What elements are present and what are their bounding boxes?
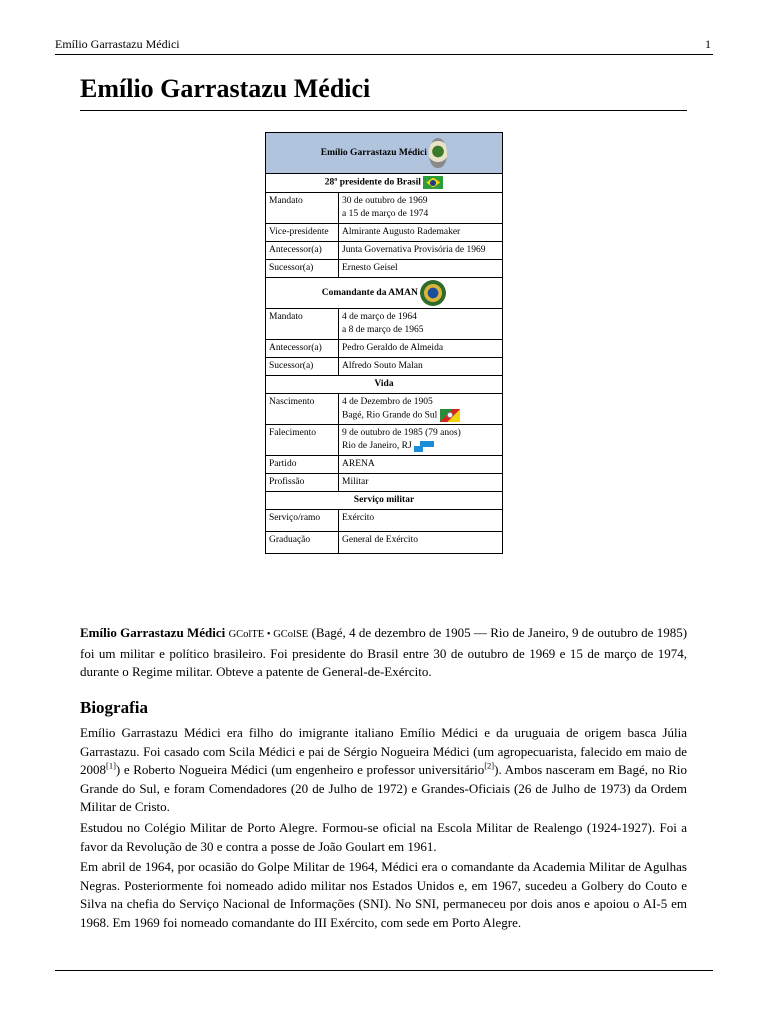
section-heading-biografia: Biografia bbox=[80, 698, 148, 717]
row-value[interactable]: ARENA bbox=[339, 456, 503, 474]
infobox-name-header bbox=[266, 133, 503, 174]
citation-1[interactable]: [1] bbox=[106, 760, 116, 771]
bio1-text-c: ). Ambos nasceram em Bagé, no Rio Grande do Sul, e foram Comendadores (20 de Julho de 1972) e Grandes-Oficiais (26 de Julho de 1973) da Ordem Militar de Cristo. bbox=[80, 762, 687, 814]
row-label: Antecessor(a) bbox=[266, 339, 339, 357]
row-value bbox=[339, 393, 503, 425]
row-value[interactable]: Almirante Augusto Rademaker bbox=[339, 223, 503, 241]
row-value bbox=[339, 308, 503, 339]
aman-crest-icon bbox=[420, 280, 446, 306]
row-value[interactable]: Alfredo Souto Malan bbox=[339, 357, 503, 375]
page-number: 1 bbox=[705, 37, 711, 51]
row-value[interactable]: Junta Governativa Provisória de 1969 bbox=[339, 241, 503, 259]
row-label: Partido bbox=[266, 456, 339, 474]
page-header bbox=[55, 36, 713, 56]
row-label: Sucessor(a) bbox=[266, 357, 339, 375]
life-header: Vida bbox=[266, 375, 503, 393]
row-label: Serviço/ramo bbox=[266, 510, 339, 532]
bio1-text-b: ) e Roberto Nogueira Médici (um engenheiro e professor universitário bbox=[115, 762, 485, 777]
bio-paragraph-2: Estudou no Colégio Militar de Porto Alegre. Formou-se oficial na Escola Militar de Realengo (1924-1927). Foi a favor da Revolução de 30 e contra a posse de João Goulart em 1961. bbox=[80, 820, 687, 854]
brazil-flag-icon bbox=[423, 176, 443, 189]
row-value bbox=[339, 192, 503, 223]
row-label: Mandato bbox=[266, 308, 339, 339]
row-label: Vice-presidente bbox=[266, 223, 339, 241]
office2-header bbox=[266, 277, 503, 308]
row-value[interactable]: Militar bbox=[339, 474, 503, 492]
term-end[interactable]: a 15 de março de 1974 bbox=[342, 208, 429, 219]
office1-title[interactable]: 28º presidente do Brasil bbox=[324, 177, 421, 188]
row-label: Sucessor(a) bbox=[266, 259, 339, 277]
bio1-text-a: Emílio Garrastazu Médici era filho do imigrante italiano Emílio Médici e da uruguaia de origem basca Júlia Garrastazu. Foi casado com Scila Médici e pai de Sérgio Nogueira Médici (um agropecuarista, falecido em maio de 2008 bbox=[80, 725, 687, 777]
birth-place[interactable]: Bagé, Rio Grande do Sul bbox=[342, 410, 438, 421]
row-value[interactable]: General de Exército bbox=[339, 532, 503, 554]
term-end[interactable]: a 8 de março de 1965 bbox=[342, 324, 424, 335]
office1-header bbox=[266, 174, 503, 193]
term-start[interactable]: 4 de março de 1964 bbox=[342, 311, 417, 322]
citation-2[interactable]: [2] bbox=[484, 760, 495, 771]
page-title: Emílio Garrastazu Médici bbox=[80, 74, 371, 103]
title-divider bbox=[80, 110, 687, 111]
header-divider bbox=[55, 54, 713, 55]
intro-paragraph bbox=[80, 624, 687, 682]
death-date[interactable]: 9 de outubro de 1985 (79 anos) bbox=[342, 428, 461, 439]
row-label: Falecimento bbox=[266, 425, 339, 456]
term-start[interactable]: 30 de outubro de 1969 bbox=[342, 195, 428, 206]
row-label: Nascimento bbox=[266, 393, 339, 425]
office2-title[interactable]: Comandante da AMAN bbox=[321, 287, 418, 298]
rio-grande-do-sul-flag-icon bbox=[440, 409, 460, 422]
row-value bbox=[339, 425, 503, 456]
infobox-name: Emílio Garrastazu Médici bbox=[320, 148, 427, 159]
rio-de-janeiro-flag-icon bbox=[414, 441, 434, 452]
row-label: Mandato bbox=[266, 192, 339, 223]
row-value[interactable]: Pedro Geraldo de Almeida bbox=[339, 339, 503, 357]
intro-name: Emílio Garrastazu Médici bbox=[80, 625, 226, 640]
army-emblem-icon bbox=[429, 138, 447, 168]
intro-honors[interactable]: GColTE • GColSE bbox=[228, 629, 309, 640]
birth-date[interactable]: 4 de Dezembro de 1905 bbox=[342, 396, 433, 407]
header-title: Emílio Garrastazu Médici bbox=[55, 37, 180, 51]
bio-paragraph-3: Em abril de 1964, por ocasião do Golpe Militar de 1964, Médici era o comandante da Academia Militar de Agulhas Negras. Posteriormente foi nomeado adido militar nos Estados Unidos e, em 1967, sucedeu a Golbery do Couto e Silva na chefia do Serviço Nacional de Informações (SNI). No SNI, permaneceu por dois anos e apoiou o AI-5 em 1968. Em 1969 foi nomeado comandante do III Exército, com sede em Porto Alegre. bbox=[80, 859, 687, 930]
infobox bbox=[265, 132, 503, 554]
row-label: Antecessor(a) bbox=[266, 241, 339, 259]
footer-divider bbox=[55, 970, 713, 971]
row-value[interactable]: Ernesto Geisel bbox=[339, 259, 503, 277]
intro-text: (Bagé, 4 de dezembro de 1905 — Rio de Janeiro, 9 de outubro de 1985) foi um militar e político brasileiro. Foi presidente do Brasil entre 30 de outubro de 1969 e 15 de março de 1974, durante o Regime militar. Obteve a patente de General-de-Exército. bbox=[80, 625, 688, 679]
bio-paragraph-1 bbox=[80, 724, 687, 817]
row-label: Graduação bbox=[266, 532, 339, 554]
death-place[interactable]: Rio de Janeiro, RJ bbox=[342, 441, 412, 452]
row-label: Profissão bbox=[266, 474, 339, 492]
military-header: Serviço militar bbox=[266, 492, 503, 510]
row-value[interactable]: Exército bbox=[339, 510, 503, 532]
